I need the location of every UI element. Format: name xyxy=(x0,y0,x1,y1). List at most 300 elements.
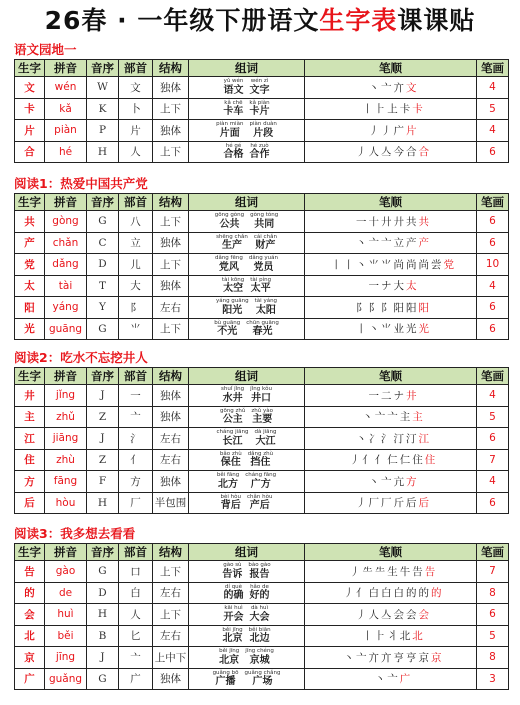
stroke-order-cell xyxy=(305,471,477,493)
table-row xyxy=(15,449,509,471)
radical-cell: 方 xyxy=(119,471,153,493)
word-entry xyxy=(249,256,278,273)
word-text: 开会 xyxy=(223,611,244,623)
word-text: 水井 xyxy=(222,392,243,404)
pinyin-cell: guāng xyxy=(45,318,87,340)
word-text: 北京 xyxy=(222,633,243,644)
stroke-order-cell xyxy=(305,318,477,340)
structure-cell: 左右 xyxy=(153,449,189,471)
word-entry xyxy=(224,79,244,96)
structure-cell: 独体 xyxy=(153,232,189,254)
pinyin-cell: kǎ xyxy=(45,98,87,120)
word-entry xyxy=(221,387,244,404)
stroke-order-cell xyxy=(305,668,477,690)
word-pinyin: jīng chéng xyxy=(245,648,274,654)
word-pinyin: bào gào xyxy=(248,562,271,568)
section-table xyxy=(14,543,509,690)
stroke-step: 亠 xyxy=(374,411,388,424)
structure-cell: 上下 xyxy=(153,604,189,626)
stroke-count-cell: 6 xyxy=(477,211,509,233)
stroke-step: 亣 xyxy=(381,651,394,664)
word-text: 合格 xyxy=(223,149,244,160)
yinxu-cell: Z xyxy=(87,449,119,471)
stroke-step: 京 xyxy=(431,651,444,664)
word-pinyin: zhǔ yào xyxy=(251,407,274,414)
stroke-count-cell: 6 xyxy=(477,604,509,626)
page-title xyxy=(0,4,520,38)
stroke-step: ⺧ xyxy=(374,565,388,578)
stroke-step: 冫 xyxy=(368,432,381,445)
stroke-step: 丿 xyxy=(381,124,394,137)
word-entry xyxy=(250,79,270,96)
word-pinyin: guǎng chǎng xyxy=(244,669,281,676)
pinyin-cell: jiāng xyxy=(45,428,87,450)
structure-cell: 左右 xyxy=(153,297,189,319)
word-entry xyxy=(247,495,272,512)
pinyin-cell: fāng xyxy=(45,471,87,493)
word-entry xyxy=(249,628,271,645)
stroke-step: ⺊ xyxy=(374,630,388,643)
word-text: 好的 xyxy=(249,590,270,601)
stroke-step: 丨 xyxy=(343,258,356,271)
character-cell: 会 xyxy=(15,604,45,626)
table-row xyxy=(15,120,509,142)
word-pinyin: tài píng xyxy=(250,276,272,283)
word-text: 太阳 xyxy=(255,304,276,316)
stroke-order-cell xyxy=(305,141,477,163)
stroke-step: 亨 xyxy=(406,651,419,664)
word-text: 主要 xyxy=(252,414,273,425)
word-pinyin: běi jīng xyxy=(222,626,243,633)
stroke-order-cell xyxy=(305,98,477,120)
word-text: 党员 xyxy=(253,261,274,273)
stroke-count-cell: 6 xyxy=(477,492,509,514)
table-row xyxy=(15,492,509,514)
yinxu-cell: B xyxy=(87,625,119,647)
word-pinyin: chūn guāng xyxy=(246,319,279,326)
table-row xyxy=(15,561,509,583)
section-label: 阅读1：热爱中国共产党 xyxy=(14,176,148,191)
structure-cell: 独体 xyxy=(153,668,189,690)
stroke-step: 告 xyxy=(412,565,425,578)
word-pinyin: hé gé xyxy=(225,142,242,149)
word-entry xyxy=(250,213,278,230)
table-header-row xyxy=(15,544,509,561)
stroke-step: 丨 xyxy=(362,103,375,116)
word-text: 太空 xyxy=(223,283,244,294)
word-pinyin: hé zuò xyxy=(250,142,269,149)
word-pinyin: cháng jiāng xyxy=(216,429,249,435)
word-entry xyxy=(250,278,271,295)
words-cell xyxy=(189,120,305,142)
radical-cell: 匕 xyxy=(119,625,153,647)
stroke-order-cell xyxy=(305,428,477,450)
stroke-step: 丶 xyxy=(356,432,369,445)
yinxu-cell: K xyxy=(87,98,119,120)
stroke-order-cell xyxy=(305,275,477,297)
col-words-header: 组词 xyxy=(189,194,305,211)
stroke-step: 阳 xyxy=(406,301,419,314)
yinxu-cell: P xyxy=(87,120,119,142)
word-pinyin: dǎng zhù xyxy=(247,450,274,457)
stroke-step: 会 xyxy=(393,608,406,621)
col-jiegou-header: 结构 xyxy=(153,544,189,561)
word-text: 北京 xyxy=(219,654,240,666)
col-bushou-header: 部首 xyxy=(119,544,153,561)
stroke-step: 产 xyxy=(418,237,431,250)
pinyin-cell: zhǔ xyxy=(45,406,87,428)
yinxu-cell: H xyxy=(87,492,119,514)
stroke-step: 会 xyxy=(418,608,431,621)
structure-cell: 独体 xyxy=(153,385,189,407)
word-pinyin: gào sù xyxy=(223,562,242,568)
col-bushou-header: 部首 xyxy=(119,60,153,77)
word-text: 卡车 xyxy=(223,106,244,117)
pinyin-cell: de xyxy=(45,582,87,604)
word-pinyin: bèi hòu xyxy=(220,493,242,500)
stroke-step: 卡 xyxy=(412,103,425,116)
word-pinyin: jǐng kǒu xyxy=(250,386,272,392)
words-cell xyxy=(189,625,305,647)
stroke-count-cell: 7 xyxy=(477,561,509,583)
col-words-header: 组词 xyxy=(189,60,305,77)
radical-cell: 片 xyxy=(119,120,153,142)
words-cell xyxy=(189,385,305,407)
radical-cell: 儿 xyxy=(119,254,153,276)
word-entry xyxy=(216,430,248,447)
radical-cell: 卜 xyxy=(119,98,153,120)
words-cell xyxy=(189,406,305,428)
stroke-step: 阝 xyxy=(356,301,369,314)
pinyin-cell: jīng xyxy=(45,647,87,669)
word-entry xyxy=(216,299,249,316)
stroke-step: 廾 xyxy=(381,215,394,228)
col-bushou-header: 部首 xyxy=(119,368,153,385)
stroke-order-cell xyxy=(305,211,477,233)
stroke-step: 丶 xyxy=(368,81,381,94)
word-pinyin: dǎng fēng xyxy=(214,255,243,261)
stroke-step: 江 xyxy=(418,432,431,445)
stroke-step: 亻 xyxy=(374,454,388,467)
col-strokes-header: 笔顺 xyxy=(305,194,477,211)
table-row xyxy=(15,604,509,626)
stroke-step: 太 xyxy=(406,280,419,293)
yinxu-cell: Z xyxy=(87,406,119,428)
stroke-step: 丿 xyxy=(349,454,363,467)
stroke-step: 汀 xyxy=(393,432,406,445)
stroke-step: 后 xyxy=(418,497,431,510)
stroke-step: 的 xyxy=(431,587,444,600)
radical-cell: 亠 xyxy=(119,647,153,669)
word-text: 生产 xyxy=(221,240,242,251)
words-cell xyxy=(189,561,305,583)
table-row xyxy=(15,318,509,340)
col-bushou-header: 部首 xyxy=(119,194,153,211)
stroke-step: 人 xyxy=(368,608,381,621)
stroke-count-cell: 10 xyxy=(477,254,509,276)
stroke-step: 丶 xyxy=(368,475,381,488)
stroke-step: 的 xyxy=(418,587,431,600)
character-cell: 党 xyxy=(15,254,45,276)
word-text: 保住 xyxy=(220,457,241,468)
stroke-step: 亣 xyxy=(368,651,381,664)
word-text: 文字 xyxy=(249,84,270,96)
stroke-count-cell: 6 xyxy=(477,297,509,319)
words-cell xyxy=(189,668,305,690)
stroke-step: 告 xyxy=(424,565,438,578)
word-entry xyxy=(224,606,244,623)
stroke-step: 一 xyxy=(368,280,381,293)
structure-cell: 上下 xyxy=(153,561,189,583)
word-text: 不光 xyxy=(217,326,238,337)
stroke-order-cell xyxy=(305,406,477,428)
word-entry xyxy=(213,671,239,688)
stroke-step: 共 xyxy=(406,215,419,228)
stroke-step: 广 xyxy=(393,124,406,137)
word-entry xyxy=(245,473,276,490)
word-pinyin: dà huì xyxy=(250,605,269,611)
words-cell xyxy=(189,211,305,233)
table-row xyxy=(15,647,509,669)
stroke-step: 丨 xyxy=(362,630,375,643)
word-entry xyxy=(248,452,273,469)
word-text: 太平 xyxy=(250,283,271,294)
yinxu-cell: J xyxy=(87,428,119,450)
word-pinyin: wén zì xyxy=(250,78,269,84)
words-cell xyxy=(189,449,305,471)
stroke-count-cell: 5 xyxy=(477,406,509,428)
stroke-step: 亢 xyxy=(393,475,406,488)
stroke-step: 丿 xyxy=(356,497,369,510)
col-count-header: 笔画 xyxy=(477,60,509,77)
character-cell: 产 xyxy=(15,232,45,254)
word-text: 北方 xyxy=(218,478,239,490)
stroke-step: ⺌ xyxy=(381,323,394,336)
stroke-step: 丶 xyxy=(368,323,381,336)
stroke-order-cell xyxy=(305,385,477,407)
word-entry xyxy=(222,628,242,645)
stroke-step: 尝 xyxy=(431,258,444,271)
word-entry xyxy=(216,235,248,252)
stroke-step: 丿 xyxy=(343,587,356,600)
stroke-step: 丿 xyxy=(356,146,369,159)
pinyin-cell: yáng xyxy=(45,297,87,319)
table-row xyxy=(15,406,509,428)
table-header-row xyxy=(15,194,509,211)
stroke-step: 丶 xyxy=(343,651,356,664)
character-cell: 的 xyxy=(15,582,45,604)
col-strokes-header: 笔顺 xyxy=(305,368,477,385)
character-cell: 片 xyxy=(15,120,45,142)
col-yinxu-header: 音序 xyxy=(87,368,119,385)
character-cell: 京 xyxy=(15,647,45,669)
stroke-step: 今 xyxy=(393,146,406,159)
word-entry xyxy=(246,321,279,338)
pinyin-cell: běi xyxy=(45,625,87,647)
yinxu-cell: G xyxy=(87,561,119,583)
stroke-step: 白 xyxy=(393,587,406,600)
yinxu-cell: C xyxy=(87,232,119,254)
stroke-count-cell: 4 xyxy=(477,471,509,493)
word-pinyin: hǎo de xyxy=(250,583,269,590)
title-main: 26春 · 一年级下册语文 xyxy=(44,6,320,35)
stroke-count-cell: 5 xyxy=(477,98,509,120)
col-words-header: 组词 xyxy=(189,368,305,385)
section-table xyxy=(14,59,509,163)
stroke-order-cell xyxy=(305,582,477,604)
stroke-count-cell: 8 xyxy=(477,582,509,604)
col-count-header: 笔画 xyxy=(477,368,509,385)
section-table xyxy=(14,193,509,340)
col-jiegou-header: 结构 xyxy=(153,194,189,211)
radical-cell: 文 xyxy=(119,77,153,99)
stroke-step: 共 xyxy=(418,215,431,228)
word-entry xyxy=(214,321,240,338)
word-pinyin: chǎn hòu xyxy=(247,493,273,500)
character-cell: 阳 xyxy=(15,297,45,319)
yinxu-cell: H xyxy=(87,141,119,163)
radical-cell: 人 xyxy=(119,141,153,163)
table-row xyxy=(15,428,509,450)
words-cell xyxy=(189,232,305,254)
table-row xyxy=(15,582,509,604)
word-text: 合作 xyxy=(249,149,270,160)
structure-cell: 独体 xyxy=(153,406,189,428)
stroke-count-cell: 8 xyxy=(477,647,509,669)
stroke-step: 亨 xyxy=(393,651,406,664)
structure-cell: 上下 xyxy=(153,211,189,233)
word-pinyin: běi biān xyxy=(248,626,271,633)
word-text: 的确 xyxy=(223,590,244,601)
stroke-step: 汀 xyxy=(406,432,419,445)
radical-cell: 一 xyxy=(119,385,153,407)
stroke-count-cell: 5 xyxy=(477,625,509,647)
col-yinxu-header: 音序 xyxy=(87,194,119,211)
stroke-step: ナ xyxy=(381,280,394,293)
radical-cell: 阝 xyxy=(119,297,153,319)
structure-cell: 半包围 xyxy=(153,492,189,514)
stroke-step: 亠 xyxy=(368,237,381,250)
radical-cell: 大 xyxy=(119,275,153,297)
table-row xyxy=(15,471,509,493)
col-jiegou-header: 结构 xyxy=(153,368,189,385)
stroke-step: 丶 xyxy=(356,237,369,250)
stroke-step: 人 xyxy=(368,146,381,159)
stroke-step: 白 xyxy=(381,587,394,600)
radical-cell: 口 xyxy=(119,561,153,583)
table-row xyxy=(15,141,509,163)
structure-cell: 左右 xyxy=(153,428,189,450)
stroke-step: 亻 xyxy=(362,454,375,467)
word-text: 阳光 xyxy=(222,304,243,316)
stroke-step: 丿 xyxy=(368,124,381,137)
word-pinyin: shēng chǎn xyxy=(216,233,248,240)
word-text: 告诉 xyxy=(222,568,243,580)
stroke-step: 廾 xyxy=(393,215,406,228)
col-pinyin-header: 拼音 xyxy=(45,544,87,561)
character-cell: 卡 xyxy=(15,98,45,120)
pinyin-cell: gòng xyxy=(45,211,87,233)
col-char-header: 生字 xyxy=(15,368,45,385)
stroke-step: 亠 xyxy=(381,237,394,250)
word-text: 广播 xyxy=(215,676,236,687)
stroke-step: ナ xyxy=(393,389,406,402)
title-tail: 课课贴 xyxy=(397,6,476,35)
words-cell xyxy=(189,297,305,319)
words-cell xyxy=(189,254,305,276)
table-row xyxy=(15,385,509,407)
word-entry xyxy=(250,606,270,623)
stroke-step: 白 xyxy=(368,587,381,600)
character-cell: 太 xyxy=(15,275,45,297)
stroke-step: 丶 xyxy=(374,673,388,686)
table-header-row xyxy=(15,368,509,385)
stroke-step: 北 xyxy=(399,630,413,643)
character-cell: 方 xyxy=(15,471,45,493)
stroke-step: 阝 xyxy=(381,301,394,314)
character-cell: 光 xyxy=(15,318,45,340)
col-count-header: 笔画 xyxy=(477,194,509,211)
stroke-step: 丶 xyxy=(362,411,375,424)
word-text: 共同 xyxy=(254,218,275,230)
col-char-header: 生字 xyxy=(15,60,45,77)
col-pinyin-header: 拼音 xyxy=(45,368,87,385)
stroke-step: 党 xyxy=(443,258,456,271)
word-text: 语文 xyxy=(223,84,244,96)
word-entry xyxy=(223,101,243,118)
table-row xyxy=(15,232,509,254)
stroke-step: 产 xyxy=(406,237,419,250)
stroke-order-cell xyxy=(305,232,477,254)
character-cell: 井 xyxy=(15,385,45,407)
word-entry xyxy=(250,144,270,161)
stroke-step: 氵 xyxy=(381,432,394,445)
word-entry xyxy=(245,649,274,666)
stroke-step: 北 xyxy=(412,630,425,643)
radical-cell: 亻 xyxy=(119,449,153,471)
stroke-step: 业 xyxy=(393,323,406,336)
radical-cell: 氵 xyxy=(119,428,153,450)
table-row xyxy=(15,77,509,99)
section-label: 语文园地一 xyxy=(14,42,77,57)
stroke-step: 仁 xyxy=(387,454,400,467)
structure-cell: 左右 xyxy=(153,625,189,647)
words-cell xyxy=(189,77,305,99)
word-entry xyxy=(220,452,242,469)
words-cell xyxy=(189,318,305,340)
word-text: 公主 xyxy=(222,414,243,425)
word-text: 片面 xyxy=(219,127,240,139)
stroke-step: ⺧ xyxy=(362,565,375,578)
col-strokes-header: 笔顺 xyxy=(305,60,477,77)
section-table xyxy=(14,367,509,514)
word-pinyin: cháng fāng xyxy=(245,472,277,478)
pinyin-cell: guǎng xyxy=(45,668,87,690)
table-row xyxy=(15,98,509,120)
word-pinyin: gōng zhǔ xyxy=(219,407,246,414)
word-entry xyxy=(221,495,242,512)
stroke-step: 阝 xyxy=(368,301,381,314)
structure-cell: 上下 xyxy=(153,318,189,340)
word-pinyin: dǎng yuán xyxy=(248,255,279,261)
word-text: 财产 xyxy=(255,240,276,251)
word-pinyin: dí què xyxy=(224,583,243,590)
stroke-step: 亣 xyxy=(393,81,406,94)
words-cell xyxy=(189,141,305,163)
stroke-step: 十 xyxy=(368,215,381,228)
stroke-count-cell: 4 xyxy=(477,120,509,142)
stroke-step: 斤 xyxy=(393,497,406,510)
